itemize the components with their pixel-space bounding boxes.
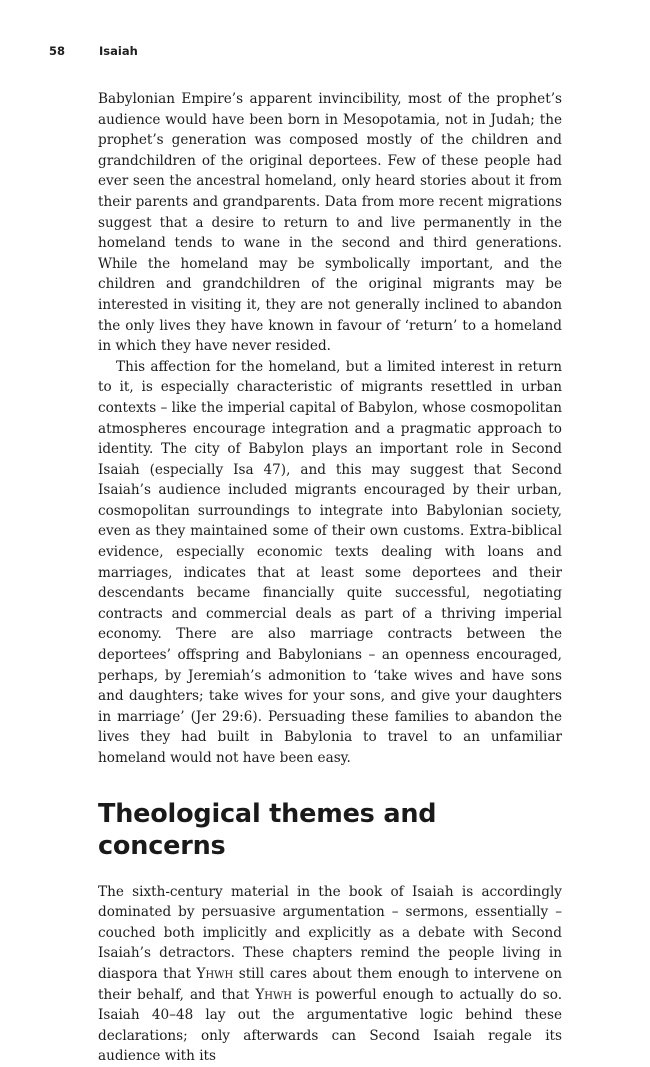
running-head (49, 44, 138, 58)
running-head-title: Isaiah (99, 44, 138, 58)
page-number: 58 (49, 44, 66, 58)
divine-name: Yhwh (196, 965, 234, 982)
paragraph-text-segment: The sixth-century material in the book of Isaiah is accordingly dominated by persuasive argumentation – sermons, essentially – couched both implicitly and explicitly as a debate with Second Isaiah’s detractors. These chapters remind the people living in diaspora that (98, 883, 562, 982)
paragraph-urban-migrants: This affection for the homeland, but a limited interest in return to it, is especially characteristic of migrants resettled in urban contexts – like the imperial capital of Babylon, whose cosmopolitan atmospheres encourage integration and a pragmatic approach to identity. The city of Babylon plays an important role in Second Isaiah (especially Isa 47), and this may suggest that Second Isaiah’s audience included migrants encouraged by their urban, cosmopolitan surroundings to integrate into Babylonian society, even as they maintained some of their own customs. Extra-biblical evidence, especially economic texts dealing with loans and marriages, indicates that at least some deportees and their descendants became financially quite successful, negotiating contracts and commercial deals as part of a thriving imperial economy. There are also marriage contracts between the deportees’ offspring and Babylonians – an openness encouraged, perhaps, by Jeremiah’s admonition to ‘take wives and have sons and daughters; take wives for your sons, and give your daughters in marriage’ (Jer 29:6). Persuading these families to abandon the lives they had built in Babylonia to travel to an unfamiliar homeland would not have been easy. (98, 358, 562, 766)
main-text (98, 89, 562, 1067)
paragraph-text-segment: is powerful enough to actually do so. Isaiah 40–48 lay out the argumentative logic behind these declarations; only afterwards can Second Isaiah regale its audience with its (98, 986, 563, 1065)
paragraph-theological-themes (98, 882, 562, 1067)
divine-name: Yhwh (255, 986, 293, 1003)
paragraph-text-segment: still cares about them enough to intervene on their behalf, and that (98, 965, 562, 1003)
paragraph-continued: Babylonian Empire’s apparent invincibility, most of the prophet’s audience would have been born in Mesopotamia, not in Judah; the prophet’s generation was composed mostly of the children and grandchildren of the original deportees. Few of these people had ever seen the ancestral homeland, only heard stories about it from their parents and grandparents. Data from more recent migrations suggest that a desire to return to and live permanently in the homeland tends to wane in the second and third generations. While the homeland may be symbolically important, and the children and grandchildren of the original migrants may be interested in visiting it, they are not generally inclined to abandon the only lives they have known in favour of ‘return’ to a homeland in which they have never resided. (98, 91, 562, 355)
section-heading: Theological themes and concerns (98, 798, 437, 861)
